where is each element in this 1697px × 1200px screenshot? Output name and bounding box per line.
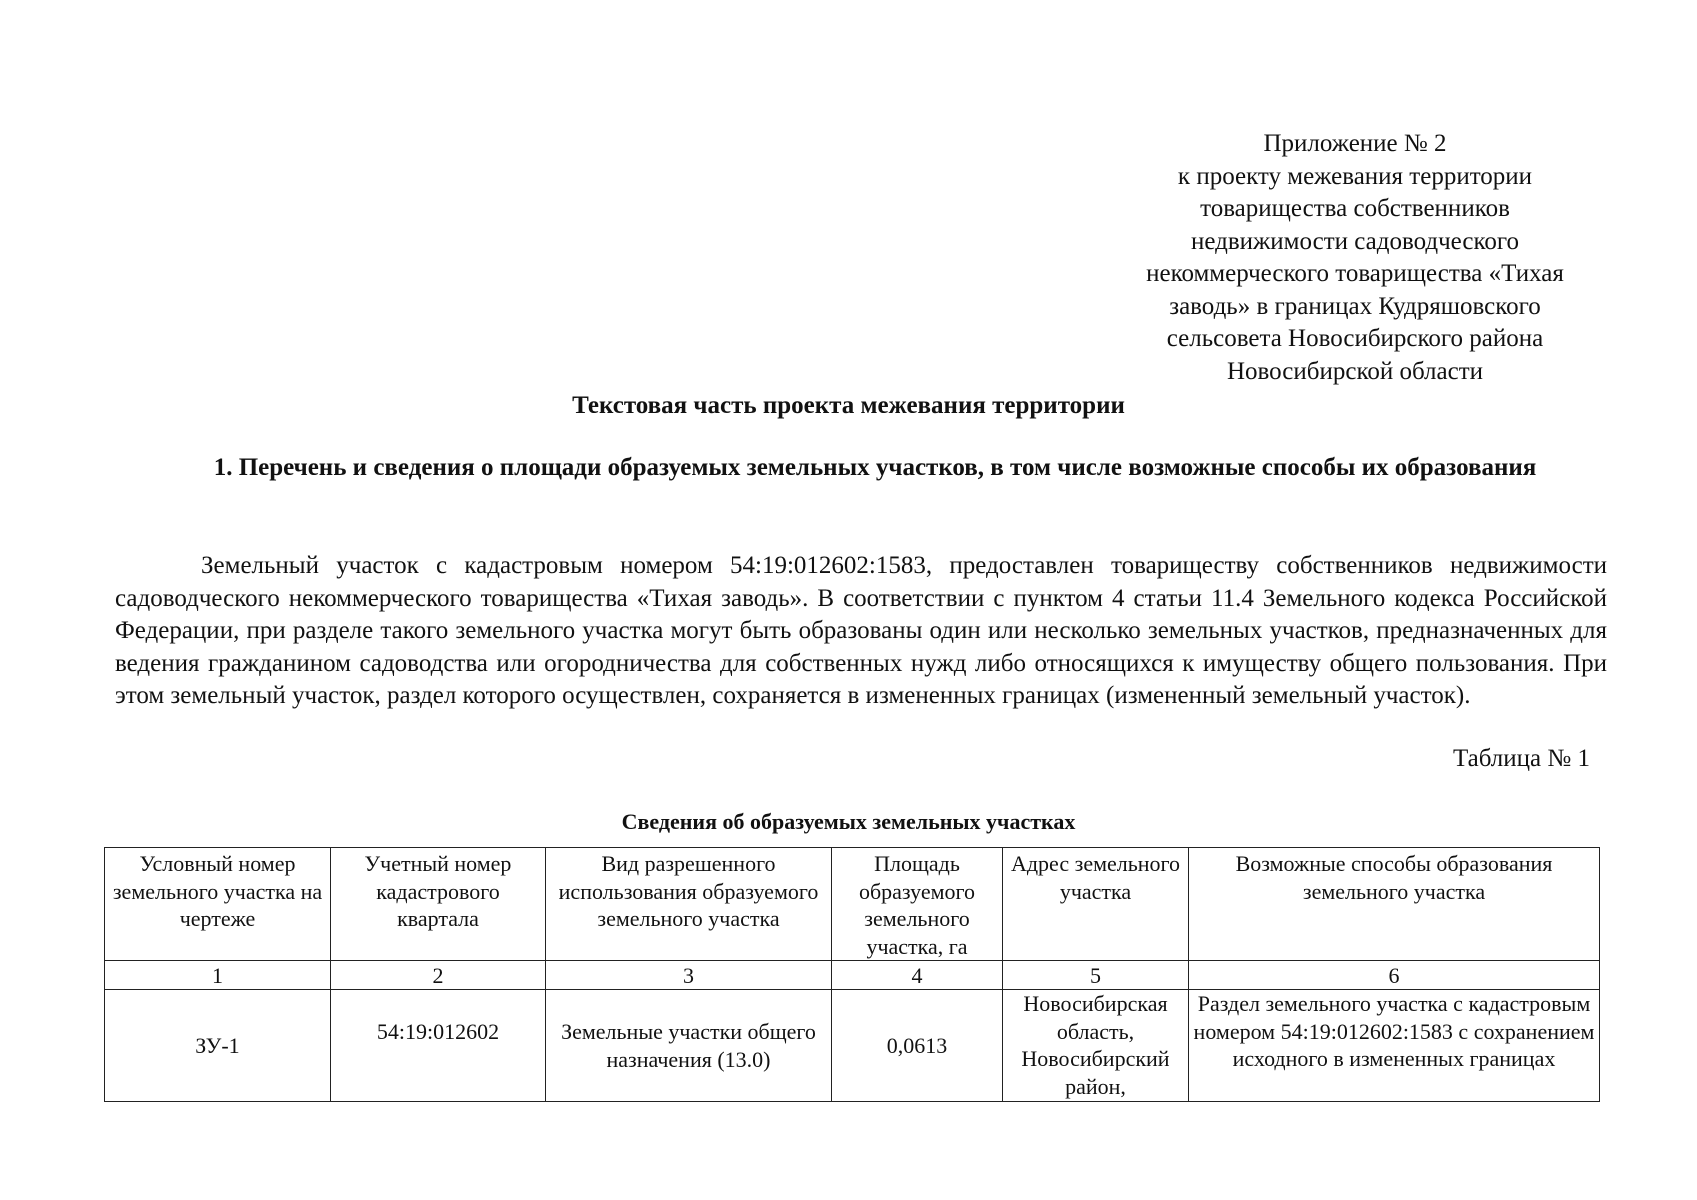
appendix-block [1090, 128, 1620, 388]
table-header-row [105, 848, 1600, 961]
column-header: Учетный номер кадастрового квартала [331, 848, 546, 961]
column-header: Условный номер земельного участка на чертеже [105, 848, 331, 961]
permitted-use-cell: Земельные участки общего назначения (13.0) [546, 990, 832, 1102]
column-number: 6 [1189, 961, 1600, 990]
appendix-line: Приложение № 2 [1263, 130, 1447, 157]
formation-method-text: Раздел земельного участка с кадастровым номером 54:19:012602:1583 с сохранением исходного в измененных границах [1193, 991, 1595, 1071]
formation-method-cell [1189, 990, 1600, 1102]
appendix-line: некоммерческого товарищества «Тихая [1146, 260, 1564, 287]
table-number: Таблица № 1 [1452, 745, 1590, 772]
table-column-numbers-row [105, 961, 1600, 990]
column-header: Возможные способы образования земельного участка [1189, 848, 1600, 961]
column-header: Площадь образуемого земельного участка, га [832, 848, 1003, 961]
column-header: Адрес земельного участка [1003, 848, 1189, 961]
column-number: 1 [105, 961, 331, 990]
area-cell: 0,0613 [832, 990, 1003, 1102]
body-paragraph: Земельный участок с кадастровым номером 54:19:012602:1583, предоставлен товариществу собственников недвижимости садоводческого некоммерческого товарищества «Тихая заводь». В соответствии с пунктом 4 статьи 11.4 Земельного кодекса Российской Федерации, при разделе такого земельного участка могут быть образованы один или несколько земельных участков, предназначенных для ведения гражданином садоводства или огородничества для собственных нужд либо относящихся к имуществу общего пользования. При этом земельный участок, раздел которого осуществлен, сохраняется в измененных границах (измененный земельный участок). [115, 552, 1607, 710]
land-plots-table [104, 847, 1600, 1102]
appendix-line: Новосибирской области [1226, 357, 1484, 385]
address-text: Новосибирская область, Новосибирский район, [1021, 991, 1170, 1099]
section-heading: 1. Перечень и сведения о площади образуемых земельных участков, в том числе возможные способы их образования [213, 454, 1537, 481]
appendix-line: недвижимости садоводческого [1190, 227, 1520, 255]
appendix-line: товарищества собственников [1200, 195, 1510, 222]
column-number: 2 [331, 961, 546, 990]
cadastral-quarter-cell: 54:19:012602 [331, 990, 546, 1102]
column-header: Вид разрешенного использования образуемого земельного участка [546, 848, 832, 961]
address-cell [1003, 990, 1189, 1102]
appendix-line: к проекту межевания территории [1177, 162, 1533, 190]
table-row [105, 990, 1600, 1102]
appendix-line: сельсовета Новосибирского района [1166, 325, 1544, 352]
appendix-line: заводь» в границах Кудряшовского [1169, 292, 1541, 320]
column-number: 5 [1003, 961, 1189, 990]
column-number: 4 [832, 961, 1003, 990]
conditional-number-cell: ЗУ-1 [105, 990, 331, 1102]
column-number: 3 [546, 961, 832, 990]
table-caption: Сведения об образуемых земельных участках [621, 809, 1076, 834]
document-title: Текстовая часть проекта межевания территории [572, 392, 1125, 419]
